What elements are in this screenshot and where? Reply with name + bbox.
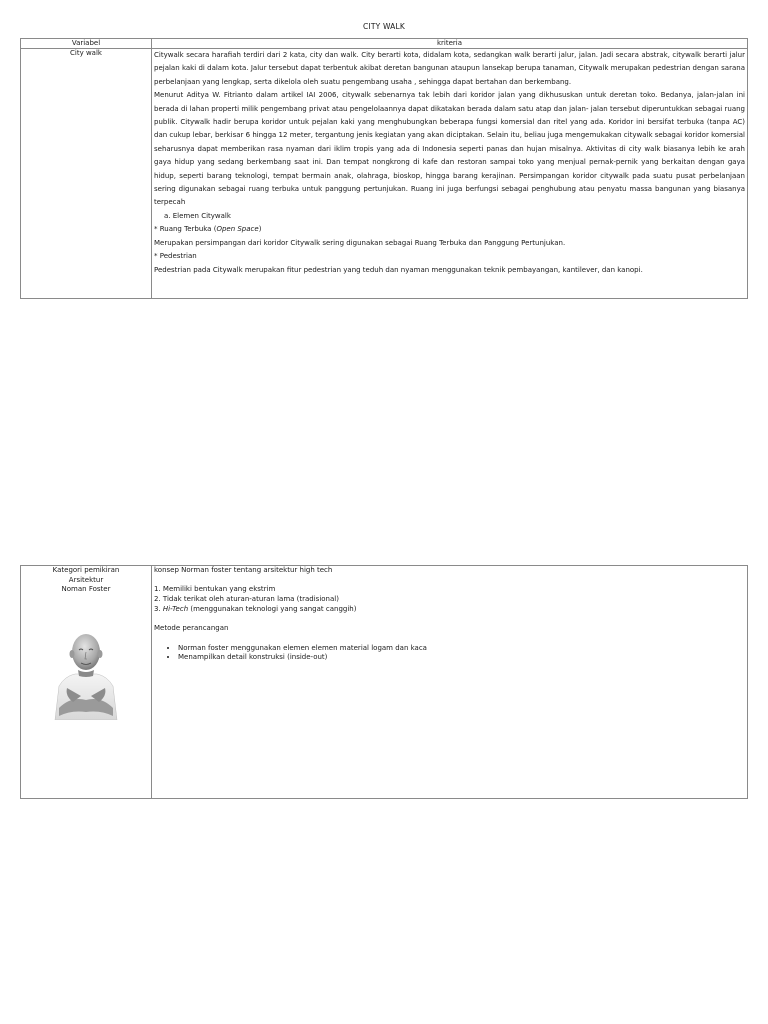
metode-bullet-2: • Menampilkan detail konstruksi (inside-out) <box>178 653 745 663</box>
list-3-suffix: (menggunakan teknologi yang sangat canggih) <box>188 604 357 613</box>
open-space-italic: Open Space <box>216 225 259 234</box>
pedestrian-description: Pedestrian pada Citywalk merupakan fitur pedestrian yang teduh dan nyaman menggunakan teknik pembayangan, kantilever, dan kanopi. <box>154 265 643 274</box>
metode-bullet-1: • Norman foster menggunakan elemen elemen material logam dan kaca <box>178 644 745 654</box>
category-line-1: Kategori pemikiran <box>52 566 120 574</box>
citywalk-table <box>20 38 748 299</box>
table-header-row <box>21 39 748 49</box>
category-line-2: Arsitektur <box>68 575 104 584</box>
header-variabel: Variabel <box>21 39 152 49</box>
ruang-terbuka-suffix: ) <box>258 225 262 234</box>
spacer <box>154 615 745 625</box>
hi-tech-italic: Hi-Tech <box>162 604 189 613</box>
header-kriteria: kriteria <box>152 39 748 49</box>
category-cell <box>21 566 152 799</box>
spacer <box>154 634 745 644</box>
pedestrian-label: * Pedestrian <box>154 252 197 261</box>
category-line-3: Noman Foster <box>61 585 111 593</box>
elemen-citywalk-heading: a. Elemen Citywalk <box>164 211 231 220</box>
table-row <box>21 566 748 799</box>
citywalk-paragraph-1: Citywalk secara harafiah terdiri dari 2 kata, city dan walk. City berarti kota, didalam kota, sedangkan walk berarti jalur, jalan. Jadi secara abstrak, citywalk berarti jalur pejalan kaki di dalam kota. Jalur tersebut dapat terbentuk akibat deretan bangunan ataupun lansekap berupa tanaman, Citywalk merupakan pedestrian dengan sarana perbelanjaan yang lengkap, serta dikelola oleh suatu pengembang usaha , sehingga dapat bertahan dan berkembang. <box>154 51 745 86</box>
spacer <box>154 576 745 586</box>
ruang-terbuka-description: Merupakan persimpangan dari koridor Citywalk sering digunakan sebagai Ruang Terbuka dan Panggung Pertunjukan. <box>154 238 566 247</box>
table-row <box>21 49 748 299</box>
foster-list-item-1: 1. Memiliki bentukan yang ekstrim <box>154 585 276 594</box>
foster-list-item-3 <box>154 605 745 615</box>
citywalk-paragraph-2: Menurut Aditya W. Fitrianto dalam artikel IAI 2006, citywalk sebenarnya tak lebih dari koridor jalan yang dikhususkan untuk deretan toko. Bedanya, jalan-jalan ini berada di lahan properti milik pengembang privat atau pengelolaannya dapat dikatakan berada dalam satu atap dan jalan- jalan tersebut diperuntukkan sebagai ruang publik. Citywalk hadir berupa koridor untuk pejalan kaki yang menghubungkan beberapa fungsi komersial dan ritel yang ada. Koridor ini bersifat terbuka (tanpa AC) dan cukup lebar, berkisar 6 hingga 12 meter, tergantung jenis kegiatan yang akan diciptakan. Selain itu, beliau juga mengemukakan citywalk sebagai koridor komersial seharusnya dapat memberikan rasa nyaman dari iklim tropis yang ada di Indonesia seperti panas dan hujan misalnya. Aktivitas di city walk biasanya lebih ke arah gaya hidup yang sedang berkembang saat ini. Dan tempat nongkrong di kafe dan restoran sampai toko yang menjual pernak-pernik yang berkaitan dengan gaya hidup, seperti barang teknologi, tempat bermain anak, olahraga, bioskop, hingga barang kerajinan. Persimpangan koridor citywalk pada suatu pusat perbelanjaan sering digunakan sebagai ruang terbuka untuk panggung pertunjukan. Ruang ini juga berfungsi sebagai penghubung atau penyatu massa bangunan yang biasanya terpecah <box>154 91 745 207</box>
kriteria-cell <box>152 49 748 299</box>
metode-bullet-list <box>154 644 745 663</box>
norman-foster-portrait <box>51 616 121 720</box>
list-3-prefix: 3. <box>154 604 163 613</box>
metode-perancangan-heading: Metode perancangan <box>154 624 229 633</box>
ruang-terbuka-label <box>154 223 745 236</box>
document-title: CITY WALK <box>362 22 406 31</box>
description-cell <box>152 566 748 799</box>
ruang-terbuka-prefix: * Ruang Terbuka ( <box>154 225 217 234</box>
foster-intro: konsep Norman foster tentang arsitektur high tech <box>154 566 333 574</box>
foster-list-item-2: 2. Tidak terikat oleh aturan-aturan lama (tradisional) <box>154 595 339 604</box>
variabel-cell: City walk <box>21 49 152 299</box>
norman-foster-table <box>20 565 748 799</box>
